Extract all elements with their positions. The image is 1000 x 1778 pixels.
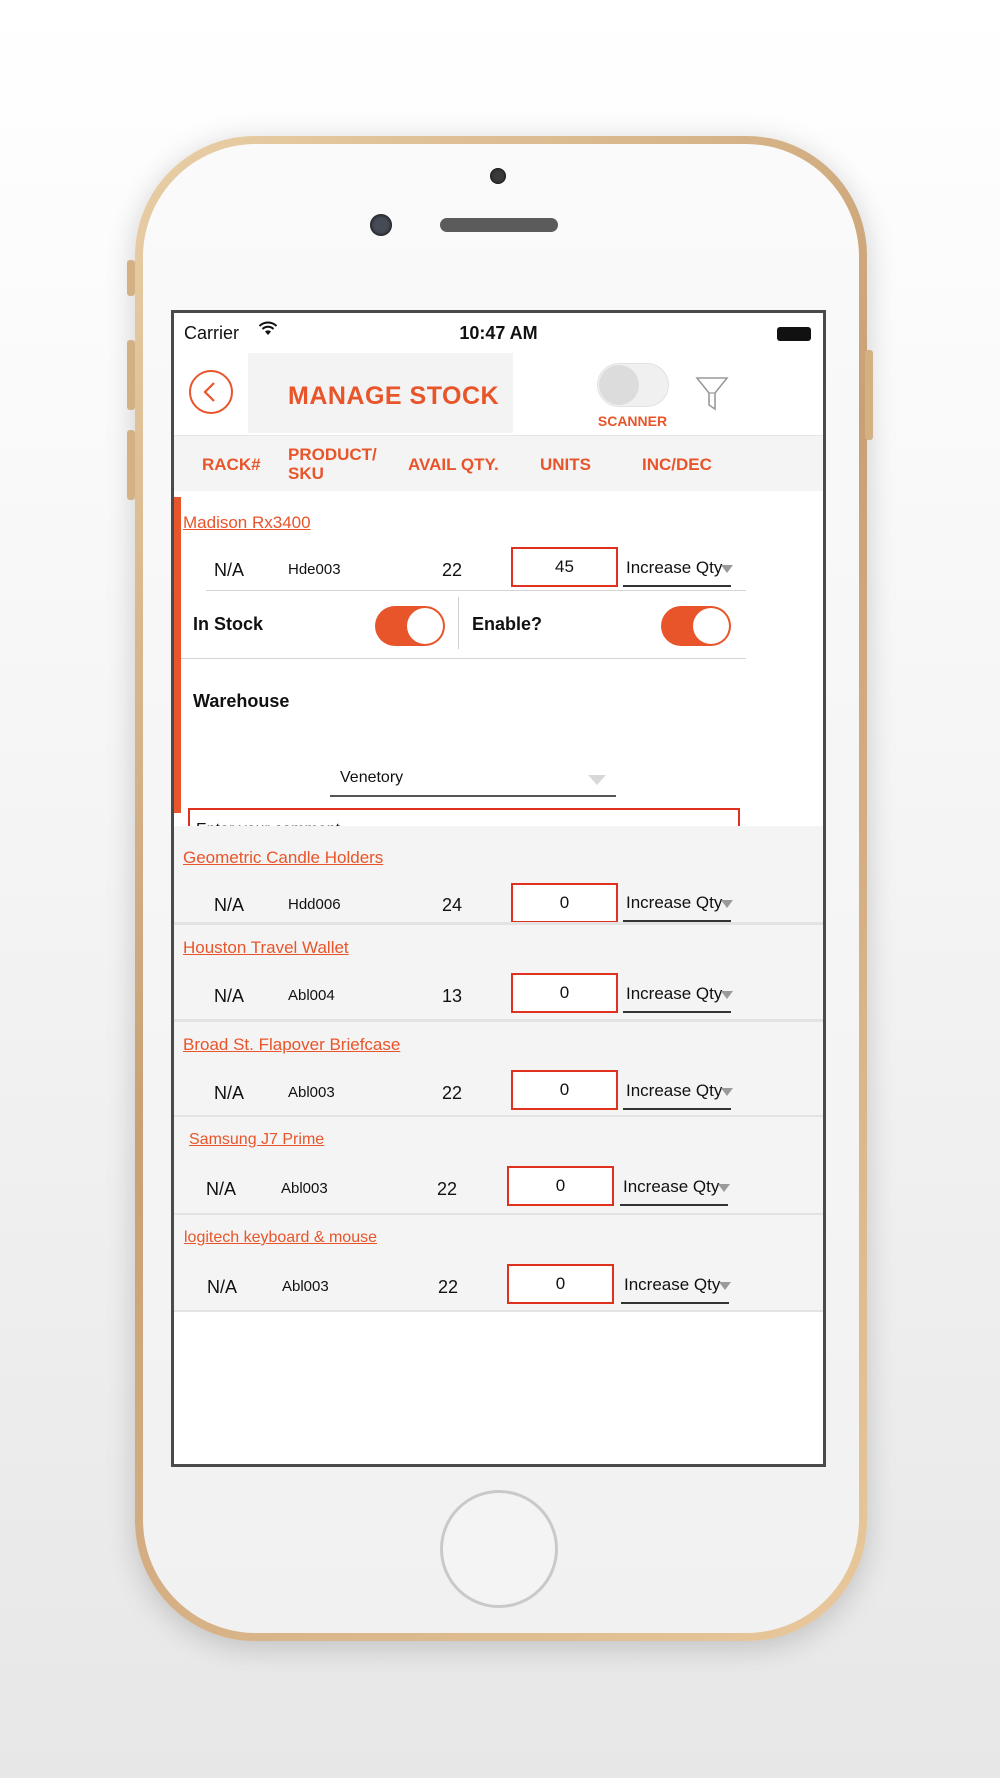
col-units: UNITS: [540, 455, 591, 474]
inc-dec-select[interactable]: [621, 1266, 729, 1304]
inc-dec-value: Increase Qty: [626, 893, 723, 912]
rack-value: N/A: [207, 1277, 238, 1297]
enable-toggle[interactable]: [661, 606, 731, 646]
proximity-sensor: [490, 168, 506, 184]
caret-down-icon: [721, 1088, 733, 1096]
inc-dec-select[interactable]: [623, 549, 731, 587]
inc-dec-select[interactable]: [623, 975, 731, 1013]
product-link[interactable]: Broad St. Flapover Briefcase: [183, 1035, 401, 1054]
scanner-toggle[interactable]: [597, 363, 669, 407]
row-divider: [206, 590, 746, 591]
inc-dec-value: Increase Qty: [624, 1275, 721, 1294]
column-header-row: [174, 435, 823, 493]
warehouse-value: Venetory: [340, 769, 404, 786]
list-item[interactable]: [174, 1022, 823, 1115]
product-link[interactable]: Houston Travel Wallet: [183, 938, 349, 957]
page-title: MANAGE STOCK: [288, 382, 500, 410]
col-avail-qty: AVAIL QTY.: [408, 455, 499, 474]
toggle-knob: [693, 608, 729, 644]
status-bar: [174, 313, 823, 353]
avail-qty-value: 24: [442, 895, 463, 915]
warehouse-dropdown[interactable]: [330, 759, 616, 797]
inc-dec-select[interactable]: [623, 884, 731, 922]
caret-down-icon: [719, 1282, 731, 1290]
avail-qty-value: 22: [442, 1083, 463, 1103]
chevron-left-icon: [191, 372, 231, 412]
in-stock-label: In Stock: [193, 614, 264, 634]
units-input[interactable]: 0: [511, 1070, 618, 1110]
front-camera: [370, 214, 392, 236]
scanner-toggle-knob: [599, 365, 639, 405]
sku-value: Abl003: [281, 1180, 328, 1197]
list-item[interactable]: [174, 1117, 823, 1213]
nav-bar: [174, 353, 823, 433]
back-button[interactable]: [189, 370, 233, 414]
inc-dec-value: Increase Qty: [623, 1177, 720, 1196]
col-inc-dec: INC/DEC: [642, 455, 712, 474]
caret-down-icon: [721, 565, 733, 573]
avail-qty-value: 22: [442, 560, 463, 580]
in-stock-toggle[interactable]: [375, 606, 445, 646]
list-item[interactable]: [174, 826, 823, 922]
rack-value: N/A: [214, 560, 245, 580]
filter-icon[interactable]: [695, 375, 729, 413]
avail-qty-value: 13: [442, 986, 463, 1006]
home-button[interactable]: [440, 1490, 558, 1608]
units-input[interactable]: 0: [511, 883, 618, 923]
mute-switch: [127, 260, 135, 296]
power-button: [865, 350, 873, 440]
sku-value: Abl004: [288, 987, 335, 1004]
caret-down-icon: [721, 991, 733, 999]
units-input[interactable]: 0: [511, 973, 618, 1013]
inc-dec-value: Increase Qty: [626, 558, 723, 577]
col-product-sku: PRODUCT/ SKU: [288, 445, 377, 483]
battery-icon: [777, 327, 811, 341]
list-item[interactable]: [174, 925, 823, 1019]
warehouse-label: Warehouse: [193, 691, 290, 711]
carrier-label: Carrier: [184, 323, 240, 343]
caret-down-icon: [721, 900, 733, 908]
enable-label: Enable?: [472, 614, 543, 634]
caret-down-icon: [588, 775, 606, 785]
earpiece-speaker: [440, 218, 558, 232]
volume-down-button: [127, 430, 135, 500]
status-time: 10:47 AM: [459, 323, 538, 343]
units-input[interactable]: 0: [507, 1264, 614, 1304]
rack-value: N/A: [214, 1083, 245, 1103]
scanner-label: SCANNER: [597, 413, 668, 429]
avail-qty-value: 22: [437, 1179, 458, 1199]
rack-value: N/A: [214, 895, 245, 915]
inc-dec-select[interactable]: [623, 1072, 731, 1110]
app-screen: [171, 310, 826, 1467]
selected-indicator: [174, 497, 181, 813]
product-link[interactable]: logitech keyboard & mouse: [184, 1229, 377, 1246]
caret-down-icon: [718, 1184, 730, 1192]
inc-dec-value: Increase Qty: [626, 1081, 723, 1100]
avail-qty-value: 22: [438, 1277, 459, 1297]
units-input[interactable]: 45: [511, 547, 618, 587]
product-link[interactable]: Samsung J7 Prime: [189, 1131, 325, 1148]
product-link[interactable]: Madison Rx3400: [183, 513, 311, 532]
sku-value: Hde003: [288, 561, 341, 578]
rack-value: N/A: [214, 986, 245, 1006]
units-input[interactable]: 0: [507, 1166, 614, 1206]
sku-value: Abl003: [282, 1278, 329, 1295]
volume-up-button: [127, 340, 135, 410]
section-divider: [181, 658, 746, 659]
toggle-knob: [407, 608, 443, 644]
list-item[interactable]: [174, 1215, 823, 1310]
col-rack: RACK#: [202, 455, 261, 474]
vertical-divider: [458, 597, 459, 649]
row-divider: [174, 1310, 823, 1312]
inc-dec-select[interactable]: [620, 1168, 728, 1206]
sku-value: Abl003: [288, 1084, 335, 1101]
inc-dec-value: Increase Qty: [626, 984, 723, 1003]
sku-value: Hdd006: [288, 896, 341, 913]
product-link[interactable]: Geometric Candle Holders: [183, 848, 384, 867]
rack-value: N/A: [206, 1179, 237, 1199]
